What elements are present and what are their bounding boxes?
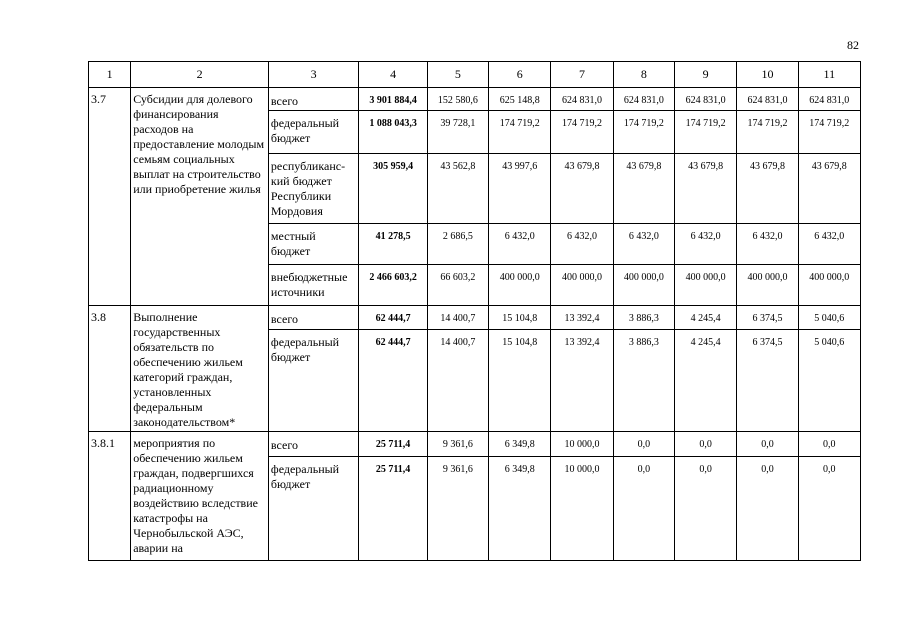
column-header: 7: [551, 62, 613, 88]
year-value: 0,0: [674, 432, 736, 457]
funding-source: федеральный бюджет: [268, 457, 358, 561]
year-value: 624 831,0: [737, 88, 798, 111]
year-value: 400 000,0: [674, 265, 736, 306]
funding-source: всего: [268, 432, 358, 457]
page-number: 82: [847, 38, 859, 52]
column-header: 1: [89, 62, 131, 88]
column-header: 10: [737, 62, 798, 88]
year-value: 43 679,8: [798, 154, 860, 224]
column-header: 9: [674, 62, 736, 88]
year-value: 624 831,0: [613, 88, 674, 111]
total-value: 62 444,7: [359, 330, 427, 432]
year-value: 13 392,4: [551, 330, 613, 432]
section-name: Субсидии для долевого финансирования расходов на предоставление молодым семьям социальных выплат на строительство или приобретение жилья: [131, 88, 269, 306]
table-row: [89, 306, 861, 330]
total-value: 1 088 043,3: [359, 111, 427, 154]
year-value: 10 000,0: [551, 432, 613, 457]
year-value: 3 886,3: [613, 306, 674, 330]
total-value: 305 959,4: [359, 154, 427, 224]
funding-source: федеральный бюджет: [268, 330, 358, 432]
year-value: 14 400,7: [427, 306, 488, 330]
funding-source: федеральный бюджет: [268, 111, 358, 154]
year-value: 4 245,4: [674, 306, 736, 330]
year-value: 43 679,8: [551, 154, 613, 224]
program-table: [88, 61, 861, 561]
section-code: 3.8: [89, 306, 131, 432]
funding-source: всего: [268, 88, 358, 111]
year-value: 174 719,2: [613, 111, 674, 154]
section-name: Выполнение государственных обязательств по обеспечению жильем категорий граждан, установленных федеральным законодательством*: [131, 306, 269, 432]
year-value: 152 580,6: [427, 88, 488, 111]
year-value: 0,0: [798, 457, 860, 561]
year-value: 2 686,5: [427, 224, 488, 265]
table-row: [89, 432, 861, 457]
year-value: 9 361,6: [427, 457, 488, 561]
year-value: 6 374,5: [737, 330, 798, 432]
year-value: 624 831,0: [798, 88, 860, 111]
section-name: мероприятия по обеспечению жильем граждан, подвергшихся радиационному воздействию вследствие катастрофы на Чернобыльской АЭС, аварии на: [131, 432, 269, 561]
year-value: 174 719,2: [737, 111, 798, 154]
total-value: 25 711,4: [359, 432, 427, 457]
year-value: 3 886,3: [613, 330, 674, 432]
year-value: 0,0: [674, 457, 736, 561]
year-value: 39 728,1: [427, 111, 488, 154]
year-value: 0,0: [737, 432, 798, 457]
section-code: 3.7: [89, 88, 131, 306]
year-value: 66 603,2: [427, 265, 488, 306]
year-value: 0,0: [737, 457, 798, 561]
year-value: 6 374,5: [737, 306, 798, 330]
column-header: 4: [359, 62, 427, 88]
year-value: 43 679,8: [613, 154, 674, 224]
total-value: 2 466 603,2: [359, 265, 427, 306]
year-value: 43 997,6: [489, 154, 551, 224]
year-value: 10 000,0: [551, 457, 613, 561]
year-value: 6 432,0: [489, 224, 551, 265]
year-value: 15 104,8: [489, 306, 551, 330]
funding-source: местный бюджет: [268, 224, 358, 265]
year-value: 14 400,7: [427, 330, 488, 432]
year-value: 6 432,0: [613, 224, 674, 265]
year-value: 6 432,0: [674, 224, 736, 265]
year-value: 13 392,4: [551, 306, 613, 330]
year-value: 6 349,8: [489, 457, 551, 561]
total-value: 62 444,7: [359, 306, 427, 330]
year-value: 400 000,0: [489, 265, 551, 306]
year-value: 6 432,0: [737, 224, 798, 265]
table-row: [89, 88, 861, 111]
year-value: 6 432,0: [551, 224, 613, 265]
year-value: 625 148,8: [489, 88, 551, 111]
column-header: 8: [613, 62, 674, 88]
year-value: 0,0: [613, 457, 674, 561]
funding-source: всего: [268, 306, 358, 330]
column-header: 6: [489, 62, 551, 88]
year-value: 0,0: [613, 432, 674, 457]
year-value: 0,0: [798, 432, 860, 457]
year-value: 624 831,0: [551, 88, 613, 111]
year-value: 43 679,8: [674, 154, 736, 224]
column-header: 5: [427, 62, 488, 88]
year-value: 400 000,0: [613, 265, 674, 306]
year-value: 174 719,2: [674, 111, 736, 154]
total-value: 3 901 884,4: [359, 88, 427, 111]
year-value: 5 040,6: [798, 330, 860, 432]
year-value: 400 000,0: [798, 265, 860, 306]
year-value: 15 104,8: [489, 330, 551, 432]
section-code: 3.8.1: [89, 432, 131, 561]
year-value: 624 831,0: [674, 88, 736, 111]
year-value: 174 719,2: [798, 111, 860, 154]
column-header: 2: [131, 62, 269, 88]
total-value: 25 711,4: [359, 457, 427, 561]
funding-source: республиканс-кий бюджет Республики Мордовия: [268, 154, 358, 224]
year-value: 6 432,0: [798, 224, 860, 265]
year-value: 400 000,0: [551, 265, 613, 306]
year-value: 400 000,0: [737, 265, 798, 306]
year-value: 9 361,6: [427, 432, 488, 457]
funding-source: внебюджетные источники: [268, 265, 358, 306]
total-value: 41 278,5: [359, 224, 427, 265]
column-header: 11: [798, 62, 860, 88]
column-header-row: [89, 62, 861, 88]
year-value: 6 349,8: [489, 432, 551, 457]
year-value: 43 562,8: [427, 154, 488, 224]
year-value: 4 245,4: [674, 330, 736, 432]
year-value: 43 679,8: [737, 154, 798, 224]
year-value: 174 719,2: [489, 111, 551, 154]
year-value: 174 719,2: [551, 111, 613, 154]
year-value: 5 040,6: [798, 306, 860, 330]
column-header: 3: [268, 62, 358, 88]
